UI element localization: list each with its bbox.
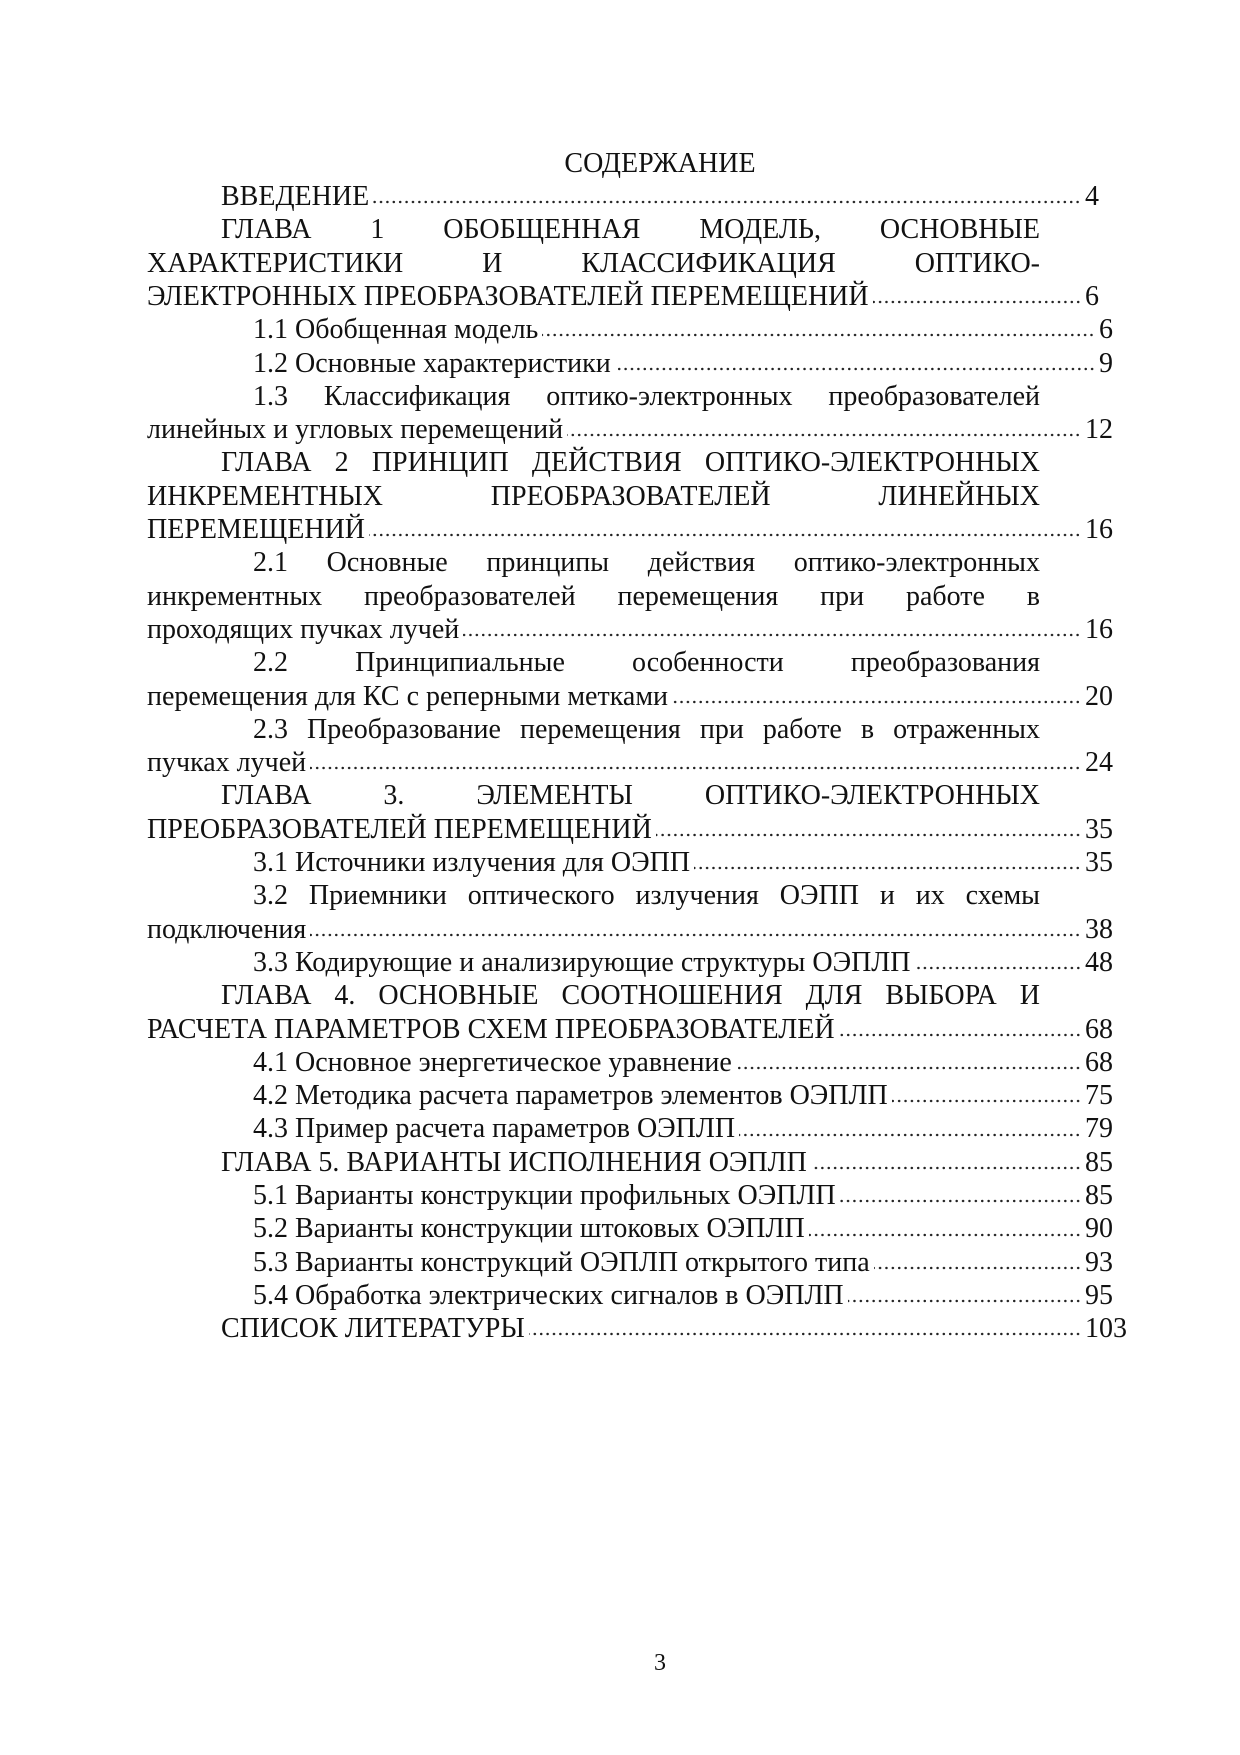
toc-page-number: 90 <box>1085 1213 1113 1245</box>
toc-page-number: 16 <box>1085 514 1113 545</box>
toc-page-number: 85 <box>1085 1180 1113 1211</box>
toc-entry-text: 1.3 Классификация оптико-электронных преобразователей <box>253 380 1040 412</box>
toc-entry-last-line <box>221 1146 1113 1179</box>
leader-dots <box>840 1198 1081 1204</box>
toc-entry-text: 5.2 Варианты конструкции штоковых ОЭПЛП <box>253 1213 805 1245</box>
leader-dots <box>463 632 1081 638</box>
toc-page-number: 6 <box>1085 280 1099 312</box>
toc-page-number: 20 <box>1085 680 1113 712</box>
toc-entry-text: 4.3 Пример расчета параметров ОЭПЛП <box>253 1113 736 1145</box>
toc-entry-last-line <box>253 1246 1113 1279</box>
leader-dots <box>848 1298 1081 1304</box>
toc-entry-text: проходящих пучках лучей <box>147 613 460 645</box>
toc-page-number: 12 <box>1085 414 1113 446</box>
leader-dots <box>373 199 1081 205</box>
toc-entry-text: СПИСОК ЛИТЕРАТУРЫ <box>221 1313 525 1345</box>
toc-entry-text: 4.2 Методика расчета параметров элементов ОЭПЛП <box>253 1080 888 1112</box>
toc-page-number: 6 <box>1099 314 1113 346</box>
leader-dots <box>694 865 1081 871</box>
toc-entry-last-line <box>147 413 1113 446</box>
leader-dots <box>892 1098 1081 1104</box>
leader-dots <box>567 432 1081 438</box>
leader-dots <box>739 1132 1081 1138</box>
leader-dots <box>873 299 1081 305</box>
toc-entry-text: подключения <box>147 913 307 945</box>
toc-title: СОДЕРЖАНИЕ <box>564 148 756 179</box>
toc-page-number: 35 <box>1085 813 1113 845</box>
toc-entry-text: перемещения для КС с реперными метками <box>147 680 669 712</box>
leader-dots <box>529 1331 1081 1337</box>
toc-page-number: 48 <box>1085 946 1113 978</box>
toc-entry-text: ПЕРЕМЕЩЕНИЙ <box>147 514 366 545</box>
page-number: 3 <box>654 1650 666 1676</box>
toc-entry-text: 1.2 Основные характеристики <box>253 347 611 379</box>
toc-entry-text: ПРЕОБРАЗОВАТЕЛЕЙ ПЕРЕМЕЩЕНИЙ <box>147 813 652 845</box>
leader-dots <box>915 965 1081 971</box>
leader-dots <box>310 765 1081 771</box>
toc-entry-text: 5.4 Обработка электрических сигналов в ОЭПЛП <box>253 1279 844 1311</box>
toc-entry-last-line <box>253 1179 1113 1212</box>
toc-page-number: 68 <box>1085 1013 1113 1045</box>
toc-page-number: 9 <box>1099 347 1113 379</box>
toc-entry-text: 4.1 Основное энергетическое уравнение <box>253 1046 732 1078</box>
toc-entry-text: линейных и угловых перемещений <box>147 414 564 446</box>
toc-entry-text: 2.2 Принципиальные особенности преобразования <box>253 647 1040 679</box>
toc-entry-last-line <box>253 1046 1113 1079</box>
toc-page-number: 85 <box>1085 1146 1113 1178</box>
toc-entry-last-line <box>253 1079 1113 1112</box>
toc-entry-last-line <box>253 1212 1113 1245</box>
leader-dots <box>542 332 1095 338</box>
toc-entry-text: РАСЧЕТА ПАРАМЕТРОВ СХЕМ ПРЕОБРАЗОВАТЕЛЕЙ <box>147 1013 835 1045</box>
toc-page-number: 95 <box>1085 1279 1113 1311</box>
leader-dots <box>811 1165 1081 1171</box>
toc-page-number: 75 <box>1085 1080 1113 1112</box>
toc-page-number: 68 <box>1085 1046 1113 1078</box>
toc-entry-text: 3.2 Приемники оптического излучения ОЭПП и их схемы <box>253 880 1040 912</box>
toc-entry-text: 3.3 Кодирующие и анализирующие структуры ОЭПЛП <box>253 946 911 978</box>
leader-dots <box>369 532 1081 538</box>
leader-dots <box>809 1232 1081 1238</box>
toc-entry-last-line <box>147 813 1113 846</box>
toc-entry-last-line <box>147 746 1113 779</box>
toc-entry-last-line <box>253 1279 1113 1312</box>
toc-entry-text: 3.1 Источники излучения для ОЭПП <box>253 847 691 878</box>
toc-entry-last-line <box>147 513 1113 546</box>
toc-entry-last-line <box>147 280 1099 313</box>
toc-page-number: 24 <box>1085 747 1113 779</box>
leader-dots <box>736 1065 1081 1071</box>
toc-entry-last-line <box>147 1013 1113 1046</box>
toc-entry-text: ЭЛЕКТРОННЫХ ПРЕОБРАЗОВАТЕЛЕЙ ПЕРЕМЕЩЕНИЙ <box>147 280 869 312</box>
toc-entry-text: ИНКРЕМЕНТНЫХ ПРЕОБРАЗОВАТЕЛЕЙ ЛИНЕЙНЫХ <box>147 480 1040 512</box>
leader-dots <box>672 699 1081 705</box>
toc-entry-text: ГЛАВА 4. ОСНОВНЫЕ СООТНОШЕНИЯ ДЛЯ ВЫБОРА И <box>221 980 1040 1012</box>
toc-entry-last-line <box>147 680 1113 713</box>
toc-page-number: 93 <box>1085 1246 1113 1278</box>
toc-entry-text: ГЛАВА 5. ВАРИАНТЫ ИСПОЛНЕНИЯ ОЭПЛП <box>221 1146 807 1178</box>
toc-entry-text: инкрементных преобразователей перемещения при работе в <box>147 580 1040 612</box>
toc-entry-text: 2.1 Основные принципы действия оптико-электронных <box>253 547 1040 579</box>
leader-dots <box>839 1032 1081 1038</box>
toc-entry-last-line <box>253 1112 1113 1145</box>
leader-dots <box>656 832 1081 838</box>
toc-entry-text: ГЛАВА 2 ПРИНЦИП ДЕЙСТВИЯ ОПТИКО-ЭЛЕКТРОННЫХ <box>221 447 1040 479</box>
toc-entry-last-line <box>147 913 1113 946</box>
toc-entry-last-line <box>253 946 1113 979</box>
toc-entry-text: ХАРАКТЕРИСТИКИ И КЛАССИФИКАЦИЯ ОПТИКО- <box>147 247 1040 279</box>
toc-entry-last-line <box>253 846 1113 879</box>
toc-page-number: 4 <box>1085 181 1099 212</box>
toc-entry-last-line <box>253 313 1113 346</box>
toc-entry-text: ГЛАВА 1 ОБОБЩЕННАЯ МОДЕЛЬ, ОСНОВНЫЕ <box>221 214 1040 246</box>
toc-entry-text: 5.1 Варианты конструкции профильных ОЭПЛП <box>253 1180 836 1211</box>
leader-dots <box>615 366 1095 372</box>
leader-dots <box>874 1265 1081 1271</box>
toc-entry-last-line <box>221 180 1099 213</box>
toc-page-number: 103 <box>1085 1313 1127 1345</box>
toc-entry-last-line <box>253 347 1113 380</box>
toc-page-number: 16 <box>1085 613 1113 645</box>
toc-entry-text: 2.3 Преобразование перемещения при работе в отраженных <box>253 713 1040 745</box>
toc-entry-text: пучках лучей <box>147 747 307 779</box>
toc-entry-text: ГЛАВА 3. ЭЛЕМЕНТЫ ОПТИКО-ЭЛЕКТРОННЫХ <box>221 780 1040 812</box>
toc-entry-last-line <box>147 613 1113 646</box>
toc-page-number: 35 <box>1085 847 1113 878</box>
toc-entry-text: ВВЕДЕНИЕ <box>221 181 370 212</box>
toc-entry-text: 5.3 Варианты конструкций ОЭПЛП открытого типа <box>253 1246 870 1278</box>
toc-entry-text: 1.1 Обобщенная модель <box>253 314 539 346</box>
toc-page-number: 79 <box>1085 1113 1113 1145</box>
toc-page-number: 38 <box>1085 913 1113 945</box>
leader-dots <box>310 932 1081 938</box>
toc-entry-last-line <box>221 1312 1127 1345</box>
